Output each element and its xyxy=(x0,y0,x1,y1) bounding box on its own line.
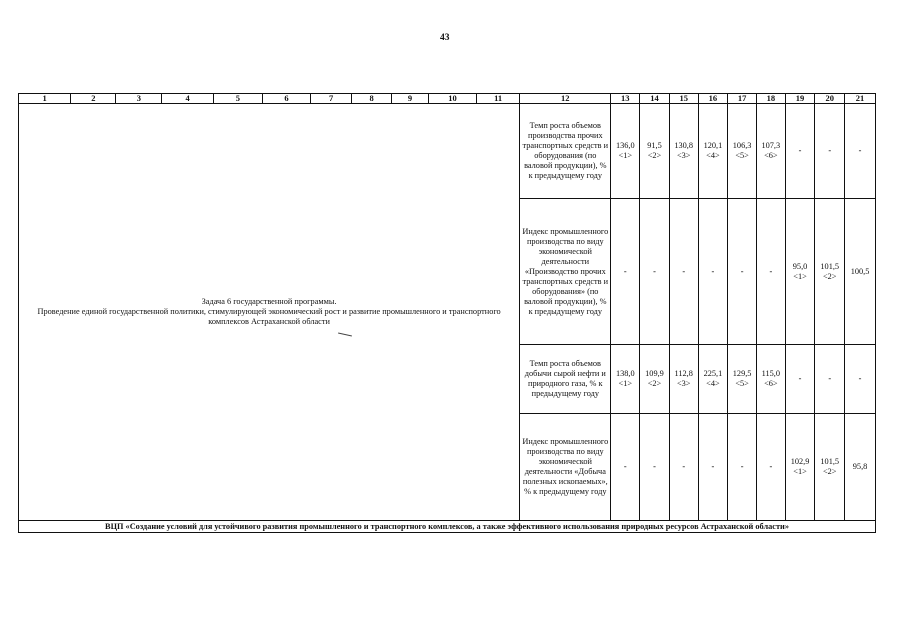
value-text: 136,0 xyxy=(615,141,635,150)
value-cell xyxy=(756,345,785,414)
column-number-11: 11 xyxy=(477,94,520,104)
value-text: - xyxy=(769,266,773,276)
indicators-table xyxy=(18,93,876,533)
column-number-8: 8 xyxy=(352,94,392,104)
value-text: 138,0 xyxy=(615,369,635,378)
footnote-reference: <2> xyxy=(822,271,837,281)
column-number-19: 19 xyxy=(785,94,815,104)
value-cell xyxy=(640,199,670,345)
value-cell xyxy=(611,414,640,521)
indicator-name: Индекс промышленного производства по виду экономической деятельности «Производство прочих транспортных средств и оборудования» (по валовой продукции), % к предыдущему году xyxy=(520,199,611,345)
footnote-reference: <4> xyxy=(706,379,720,388)
value-text: - xyxy=(711,266,715,276)
column-number-7: 7 xyxy=(311,94,352,104)
footer-row xyxy=(19,521,876,533)
value-text: 129,5 xyxy=(732,369,752,378)
value-cell xyxy=(845,414,876,521)
footnote-reference: <2> xyxy=(647,151,662,160)
column-number-10: 10 xyxy=(428,94,476,104)
value-text: - xyxy=(740,266,744,276)
value-cell xyxy=(756,104,785,199)
value-cell xyxy=(669,104,698,199)
footnote-reference: <1> xyxy=(618,379,633,388)
footnote-reference: <6> xyxy=(764,151,778,160)
value-text: - xyxy=(711,462,715,471)
value-cell xyxy=(640,345,670,414)
column-number-row xyxy=(19,94,876,104)
indicator-name: Темп роста объемов добычи сырой нефти и природного газа, % к предыдущему году xyxy=(520,345,611,414)
column-number-13: 13 xyxy=(611,94,640,104)
indicator-name: Индекс промышленного производства по виду экономической деятельности «Добыча полезных ископаемых», % к предыдущему году xyxy=(520,414,611,521)
footnote-reference: <4> xyxy=(706,151,720,160)
value-cell xyxy=(640,104,670,199)
value-text: 102,9 xyxy=(790,457,810,466)
value-text: 130,8 xyxy=(674,141,694,150)
value-cell xyxy=(785,345,815,414)
value-cell xyxy=(669,345,698,414)
value-text: - xyxy=(623,266,627,276)
page-number: 43 xyxy=(440,33,450,43)
column-number-9: 9 xyxy=(392,94,429,104)
value-text: - xyxy=(682,266,686,276)
value-cell xyxy=(728,345,757,414)
value-cell xyxy=(785,414,815,521)
value-text: - xyxy=(740,462,744,471)
column-number-1: 1 xyxy=(19,94,71,104)
footnote-reference: <5> xyxy=(735,151,749,160)
value-cell xyxy=(785,104,815,199)
value-cell xyxy=(845,345,876,414)
value-cell xyxy=(815,414,845,521)
value-cell xyxy=(785,199,815,345)
value-cell xyxy=(728,414,757,521)
value-text: 100,5 xyxy=(850,266,870,276)
value-cell xyxy=(611,345,640,414)
value-text: 115,0 xyxy=(761,369,780,378)
value-cell xyxy=(756,199,785,345)
value-text: - xyxy=(858,374,862,383)
footnote-reference: <1> xyxy=(793,467,807,476)
value-text: 112,8 xyxy=(674,369,693,378)
column-number-21: 21 xyxy=(845,94,876,104)
value-cell xyxy=(756,414,785,521)
value-cell xyxy=(845,104,876,199)
value-cell xyxy=(669,414,698,521)
value-text: 101,5 xyxy=(820,261,840,271)
value-cell xyxy=(728,104,757,199)
task-description-cell xyxy=(19,104,520,521)
value-cell xyxy=(815,199,845,345)
value-text: - xyxy=(623,462,627,471)
value-text: 106,3 xyxy=(732,141,752,150)
column-number-20: 20 xyxy=(815,94,845,104)
value-text: - xyxy=(828,146,832,155)
column-number-17: 17 xyxy=(728,94,757,104)
value-cell xyxy=(698,104,728,199)
footnote-reference: <2> xyxy=(822,467,837,476)
value-text: 120,1 xyxy=(703,141,723,150)
footnote-reference: <1> xyxy=(793,271,807,281)
value-text: - xyxy=(798,146,802,155)
value-text: - xyxy=(653,462,656,471)
value-text: 95,8 xyxy=(852,462,868,471)
program-footer: ВЦП «Создание условий для устойчивого развития промышленного и транспортного комплексов, а также эффективного использования природных ресурсов Астраханской области» xyxy=(19,521,876,533)
footnote-reference: <6> xyxy=(764,379,778,388)
value-text: 107,3 xyxy=(761,141,781,150)
value-text: - xyxy=(798,374,802,383)
value-text: 91,5 xyxy=(647,141,662,150)
footnote-reference: <5> xyxy=(735,379,749,388)
footnote-reference: <1> xyxy=(618,151,633,160)
footnote-reference: <3> xyxy=(676,379,691,388)
column-number-14: 14 xyxy=(640,94,670,104)
value-cell xyxy=(815,104,845,199)
indicator-name: Темп роста объемов производства прочих транспортных средств и оборудования (по валовой продукции), % к предыдущему году xyxy=(520,104,611,199)
task-text: Проведение единой государственной политики, стимулирующей экономический рост и развитие промышленного и транспортного комплексов Астраханской области xyxy=(37,307,501,326)
column-number-16: 16 xyxy=(698,94,728,104)
column-number-5: 5 xyxy=(213,94,262,104)
column-number-4: 4 xyxy=(162,94,213,104)
value-text: 109,9 xyxy=(645,369,664,378)
value-cell xyxy=(845,199,876,345)
column-number-18: 18 xyxy=(756,94,785,104)
value-cell xyxy=(611,104,640,199)
value-cell xyxy=(611,199,640,345)
value-text: - xyxy=(653,266,656,276)
value-cell xyxy=(728,199,757,345)
footnote-reference: <3> xyxy=(676,151,691,160)
value-text: - xyxy=(769,462,773,471)
value-cell xyxy=(640,414,670,521)
column-number-6: 6 xyxy=(262,94,310,104)
column-number-15: 15 xyxy=(669,94,698,104)
column-number-12: 12 xyxy=(520,94,611,104)
value-text: - xyxy=(858,146,862,155)
value-cell xyxy=(815,345,845,414)
value-text: - xyxy=(828,374,832,383)
column-number-3: 3 xyxy=(116,94,162,104)
footnote-reference: <2> xyxy=(647,379,662,388)
value-cell xyxy=(698,414,728,521)
value-cell xyxy=(698,199,728,345)
value-text: 101,5 xyxy=(820,457,840,466)
table-row xyxy=(19,104,876,199)
column-number-2: 2 xyxy=(71,94,116,104)
value-cell xyxy=(698,345,728,414)
value-text: 95,0 xyxy=(792,261,808,271)
value-text: 225,1 xyxy=(703,369,723,378)
task-title: Задача 6 государственной программы. xyxy=(201,297,337,306)
value-text: - xyxy=(682,462,686,471)
value-cell xyxy=(669,199,698,345)
